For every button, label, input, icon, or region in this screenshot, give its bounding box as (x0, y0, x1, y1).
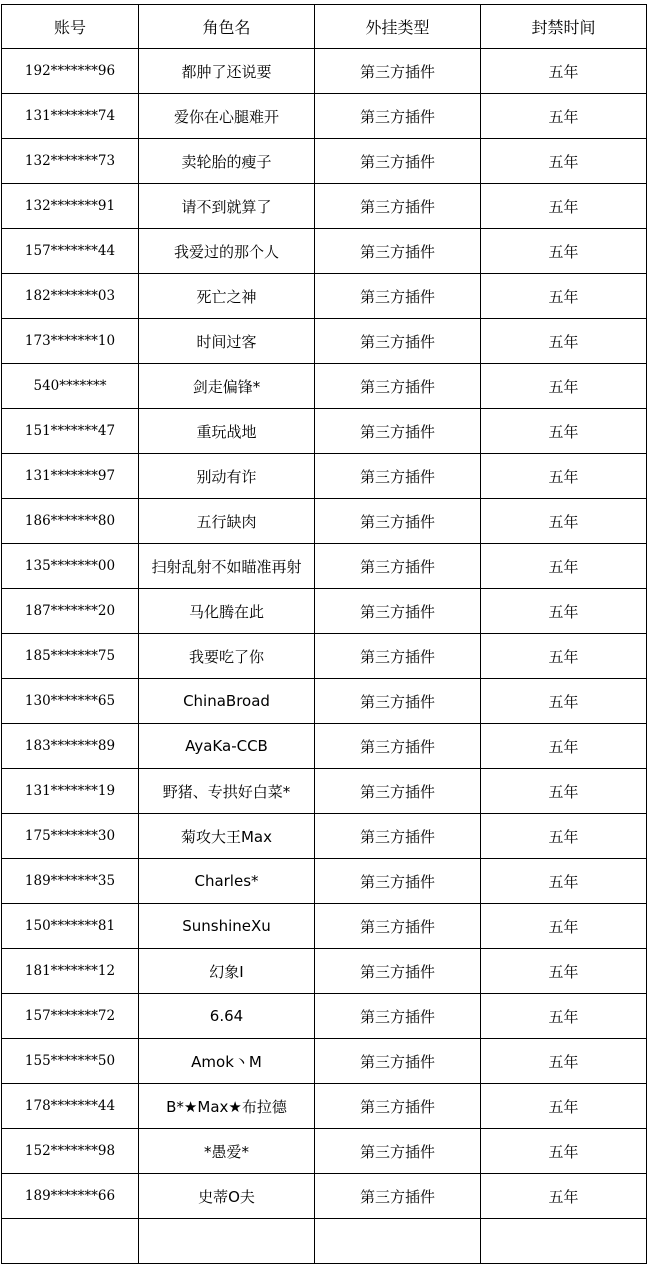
table-row (2, 499, 647, 544)
cheat-type-cell: 第三方插件 (315, 1129, 481, 1174)
cheat-type-cell: 第三方插件 (315, 1084, 481, 1129)
role-name-cell: 野猪、专拱好白菜* (139, 769, 315, 814)
ban-duration-cell: 五年 (481, 589, 647, 634)
header-account: 账号 (2, 5, 139, 49)
ban-duration-cell: 五年 (481, 409, 647, 454)
cheat-type-cell: 第三方插件 (315, 49, 481, 94)
ban-duration-cell: 五年 (481, 679, 647, 724)
role-name-cell: ChinaBroad (139, 679, 315, 724)
ban-duration-cell: 五年 (481, 454, 647, 499)
table-row (2, 49, 647, 94)
role-name-cell: Amok丶M (139, 1039, 315, 1084)
table-row (2, 274, 647, 319)
table-row (2, 184, 647, 229)
ban-duration-cell: 五年 (481, 1084, 647, 1129)
cheat-type-cell: 第三方插件 (315, 94, 481, 139)
ban-duration-cell: 五年 (481, 49, 647, 94)
account-cell: 157*******44 (2, 229, 139, 274)
table-row (2, 1129, 647, 1174)
cheat-type-cell: 第三方插件 (315, 994, 481, 1039)
role-name-cell: 扫射乱射不如瞄准再射 (139, 544, 315, 589)
ban-duration-cell: 五年 (481, 1039, 647, 1084)
table-row (2, 409, 647, 454)
account-cell: 151*******47 (2, 409, 139, 454)
ban-duration-cell: 五年 (481, 274, 647, 319)
table-row (2, 769, 647, 814)
cheat-type-cell (315, 1219, 481, 1264)
ban-duration-cell (481, 1219, 647, 1264)
ban-duration-cell: 五年 (481, 994, 647, 1039)
cheat-type-cell: 第三方插件 (315, 859, 481, 904)
role-name-cell: 我爱过的那个人 (139, 229, 315, 274)
cheat-type-cell: 第三方插件 (315, 319, 481, 364)
table-row (2, 949, 647, 994)
role-name-cell: 都肿了还说要 (139, 49, 315, 94)
role-name-cell: *愚爱* (139, 1129, 315, 1174)
account-cell: 130*******65 (2, 679, 139, 724)
account-cell: 131*******74 (2, 94, 139, 139)
account-cell: 132*******73 (2, 139, 139, 184)
account-cell: 175*******30 (2, 814, 139, 859)
table-row (2, 859, 647, 904)
account-cell (2, 1219, 139, 1264)
table-row (2, 229, 647, 274)
account-cell: 181*******12 (2, 949, 139, 994)
ban-duration-cell: 五年 (481, 94, 647, 139)
role-name-cell: Charles* (139, 859, 315, 904)
table-row (2, 1219, 647, 1264)
role-name-cell: 我要吃了你 (139, 634, 315, 679)
account-cell: 152*******98 (2, 1129, 139, 1174)
account-cell: 189*******35 (2, 859, 139, 904)
table-row (2, 454, 647, 499)
table-row (2, 724, 647, 769)
table-row (2, 139, 647, 184)
cheat-type-cell: 第三方插件 (315, 229, 481, 274)
header-cheat-type: 外挂类型 (315, 5, 481, 49)
cheat-type-cell: 第三方插件 (315, 364, 481, 409)
role-name-cell: 爱你在心腿难开 (139, 94, 315, 139)
table-row (2, 1174, 647, 1219)
ban-duration-cell: 五年 (481, 1129, 647, 1174)
role-name-cell: 幻象I (139, 949, 315, 994)
cheat-type-cell: 第三方插件 (315, 139, 481, 184)
ban-duration-cell: 五年 (481, 634, 647, 679)
role-name-cell: B*★Max★布拉德 (139, 1084, 315, 1129)
account-cell: 132*******91 (2, 184, 139, 229)
account-cell: 187*******20 (2, 589, 139, 634)
table-row (2, 994, 647, 1039)
cheat-type-cell: 第三方插件 (315, 1039, 481, 1084)
account-cell: 135*******00 (2, 544, 139, 589)
table-row (2, 319, 647, 364)
table-row (2, 904, 647, 949)
table-row (2, 364, 647, 409)
account-cell: 189*******66 (2, 1174, 139, 1219)
account-cell: 182*******03 (2, 274, 139, 319)
table-header (2, 5, 647, 49)
table-row (2, 589, 647, 634)
ban-duration-cell: 五年 (481, 1174, 647, 1219)
account-cell: 192*******96 (2, 49, 139, 94)
account-cell: 173*******10 (2, 319, 139, 364)
account-cell: 183*******89 (2, 724, 139, 769)
ban-duration-cell: 五年 (481, 814, 647, 859)
account-cell: 157*******72 (2, 994, 139, 1039)
ban-duration-cell: 五年 (481, 499, 647, 544)
role-name-cell: 重玩战地 (139, 409, 315, 454)
table-row (2, 94, 647, 139)
role-name-cell: 菊攻大王Max (139, 814, 315, 859)
table-row (2, 1084, 647, 1129)
role-name-cell: SunshineXu (139, 904, 315, 949)
role-name-cell: 死亡之神 (139, 274, 315, 319)
ban-duration-cell: 五年 (481, 544, 647, 589)
ban-duration-cell: 五年 (481, 364, 647, 409)
role-name-cell (139, 1219, 315, 1264)
account-cell: 131*******19 (2, 769, 139, 814)
ban-duration-cell: 五年 (481, 229, 647, 274)
role-name-cell: 五行缺肉 (139, 499, 315, 544)
role-name-cell: 别动有诈 (139, 454, 315, 499)
cheat-type-cell: 第三方插件 (315, 499, 481, 544)
header-ban-duration: 封禁时间 (481, 5, 647, 49)
role-name-cell: 时间过客 (139, 319, 315, 364)
account-cell: 185*******75 (2, 634, 139, 679)
ban-duration-cell: 五年 (481, 769, 647, 814)
table-row (2, 679, 647, 724)
cheat-type-cell: 第三方插件 (315, 274, 481, 319)
table-row (2, 814, 647, 859)
account-cell: 540******* (2, 364, 139, 409)
role-name-cell: 马化腾在此 (139, 589, 315, 634)
ban-duration-cell: 五年 (481, 319, 647, 364)
cheat-type-cell: 第三方插件 (315, 904, 481, 949)
role-name-cell: 请不到就算了 (139, 184, 315, 229)
account-cell: 131*******97 (2, 454, 139, 499)
cheat-type-cell: 第三方插件 (315, 724, 481, 769)
cheat-type-cell: 第三方插件 (315, 454, 481, 499)
cheat-type-cell: 第三方插件 (315, 949, 481, 994)
cheat-type-cell: 第三方插件 (315, 769, 481, 814)
table-row (2, 634, 647, 679)
cheat-type-cell: 第三方插件 (315, 409, 481, 454)
cheat-type-cell: 第三方插件 (315, 814, 481, 859)
ban-duration-cell: 五年 (481, 139, 647, 184)
header-role-name: 角色名 (139, 5, 315, 49)
ban-duration-cell: 五年 (481, 724, 647, 769)
role-name-cell: 6.64 (139, 994, 315, 1039)
ban-duration-cell: 五年 (481, 859, 647, 904)
account-cell: 155*******50 (2, 1039, 139, 1084)
cheat-type-cell: 第三方插件 (315, 634, 481, 679)
account-cell: 150*******81 (2, 904, 139, 949)
account-cell: 186*******80 (2, 499, 139, 544)
role-name-cell: AyaKa-CCB (139, 724, 315, 769)
ban-duration-cell: 五年 (481, 184, 647, 229)
role-name-cell: 史蒂O夫 (139, 1174, 315, 1219)
cheat-type-cell: 第三方插件 (315, 1174, 481, 1219)
table-body (2, 49, 647, 1264)
cheat-type-cell: 第三方插件 (315, 184, 481, 229)
ban-list-table (1, 4, 647, 1264)
cheat-type-cell: 第三方插件 (315, 544, 481, 589)
ban-duration-cell: 五年 (481, 904, 647, 949)
header-row (2, 5, 647, 49)
cheat-type-cell: 第三方插件 (315, 679, 481, 724)
table-row (2, 544, 647, 589)
role-name-cell: 剑走偏锋* (139, 364, 315, 409)
table-row (2, 1039, 647, 1084)
role-name-cell: 卖轮胎的瘦子 (139, 139, 315, 184)
ban-duration-cell: 五年 (481, 949, 647, 994)
account-cell: 178*******44 (2, 1084, 139, 1129)
cheat-type-cell: 第三方插件 (315, 589, 481, 634)
